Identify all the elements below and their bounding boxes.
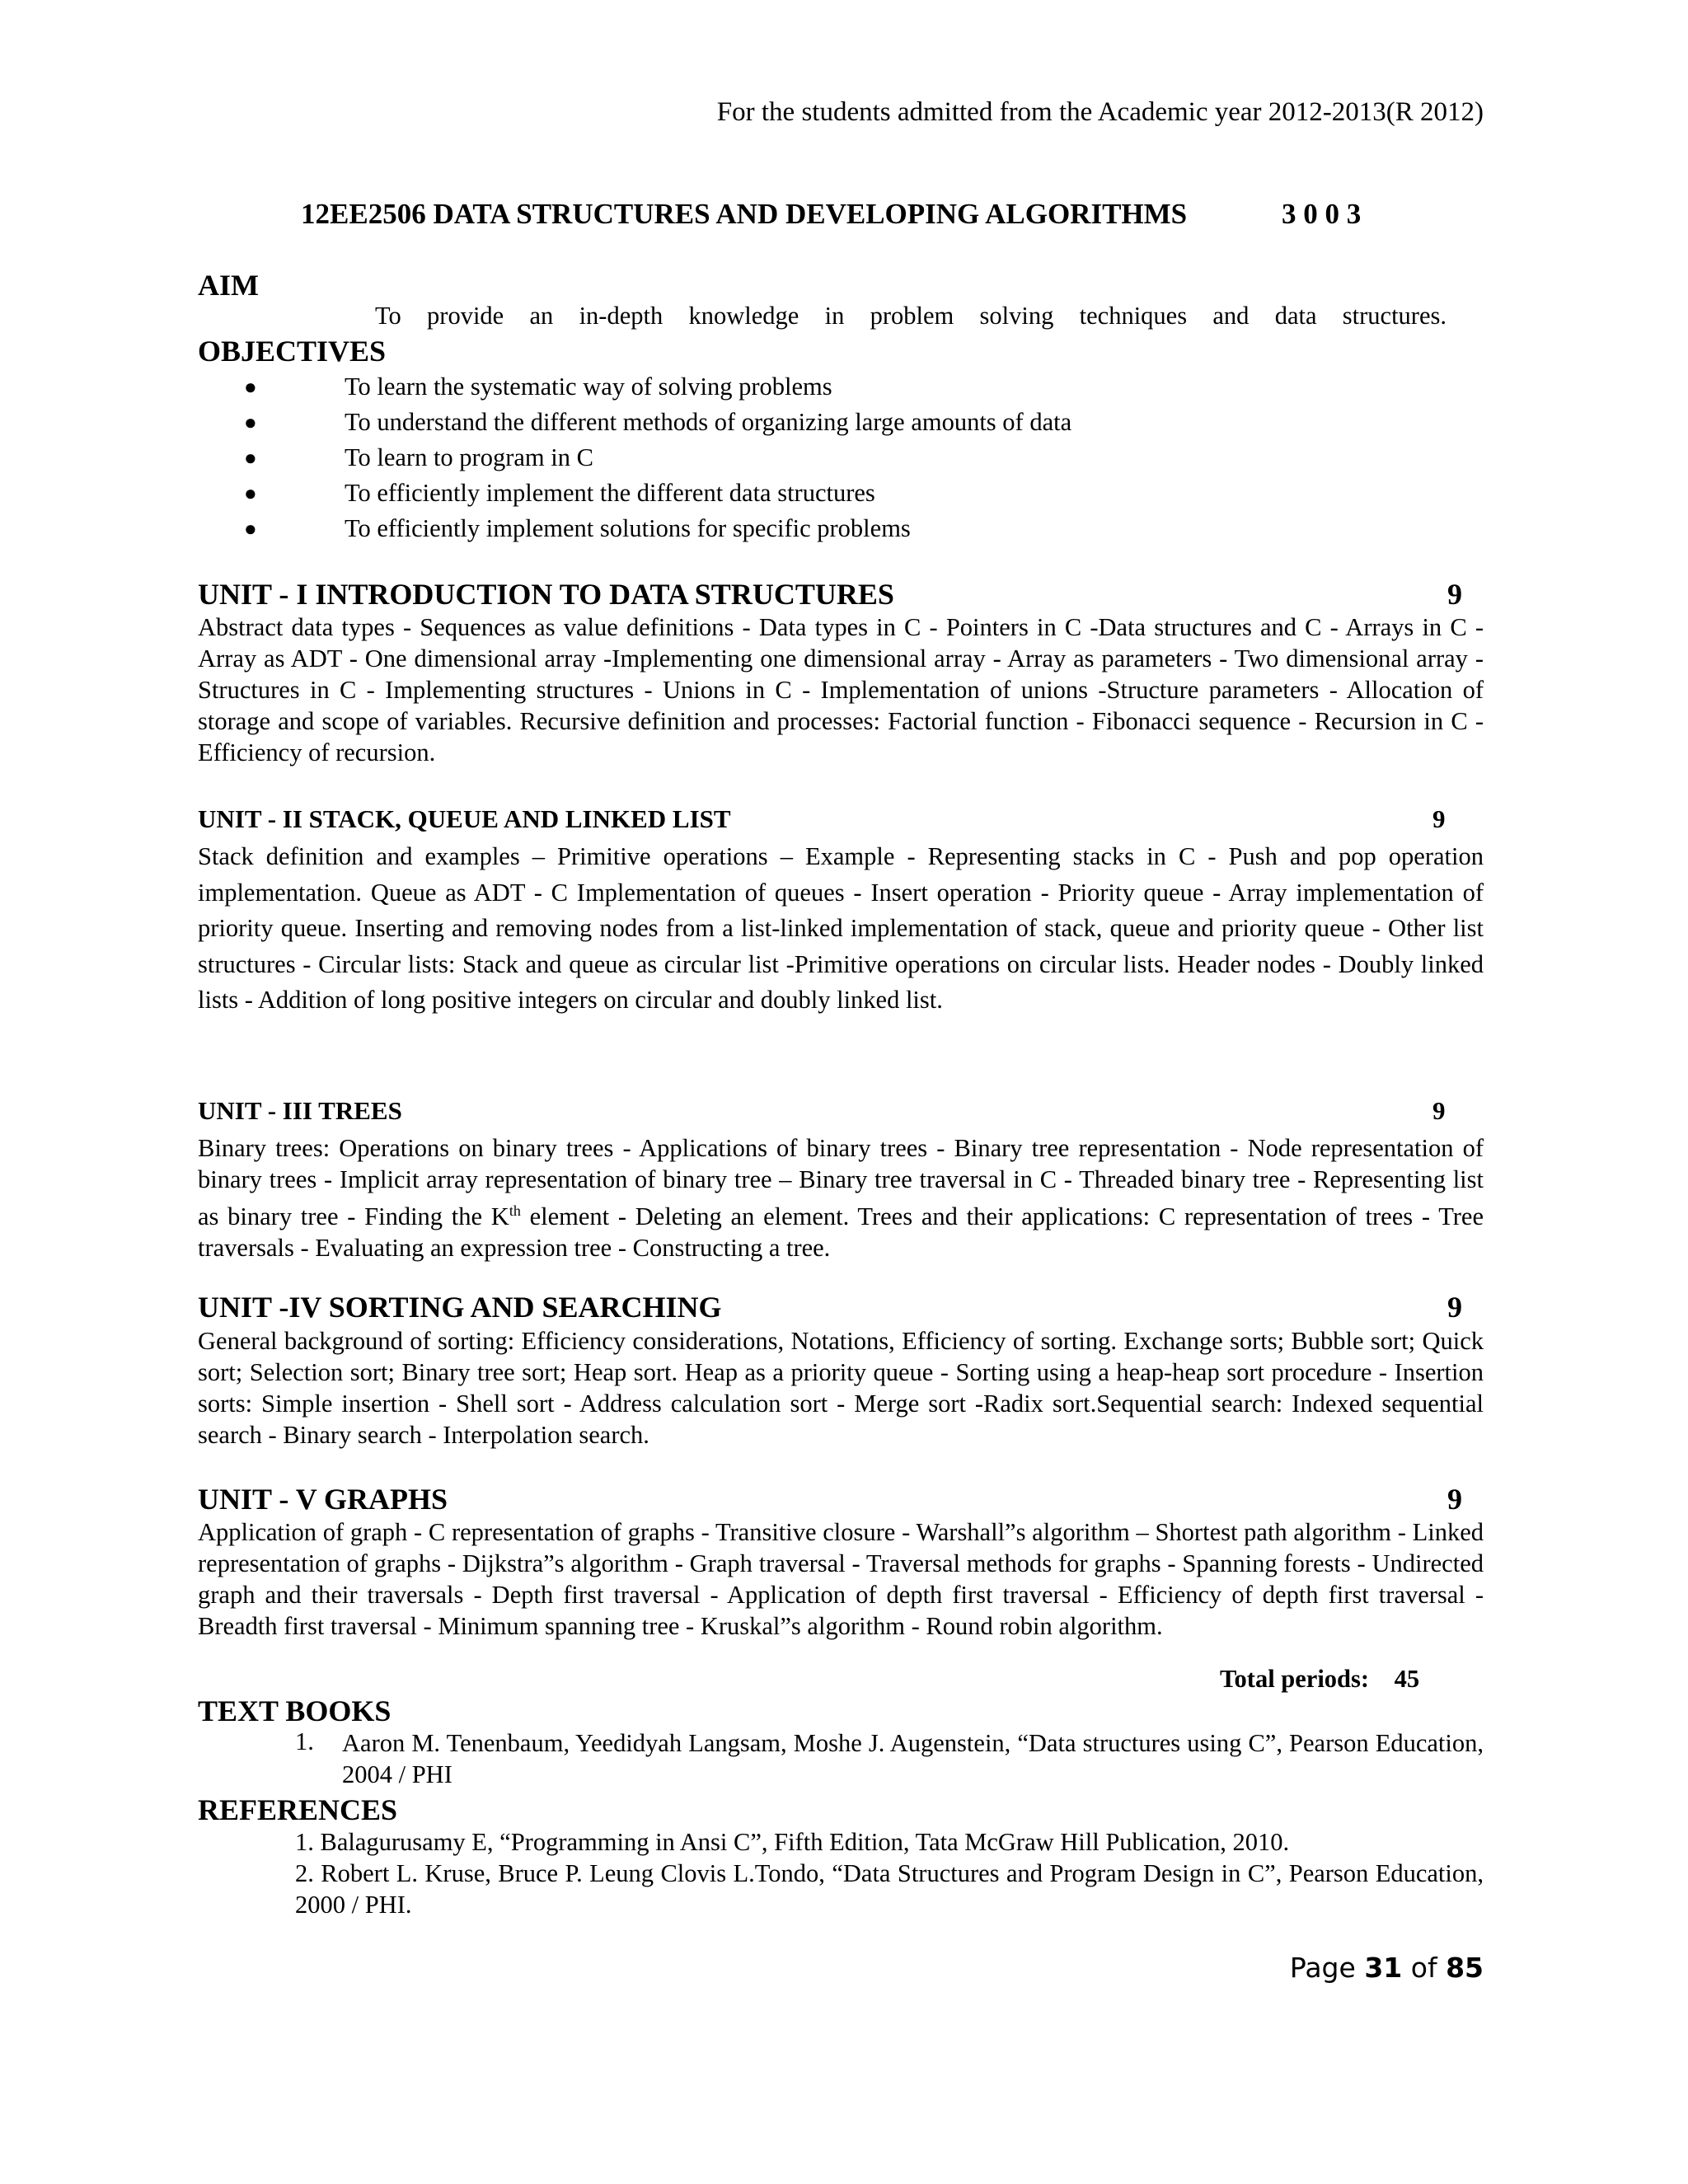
- page-header-note: For the students admitted from the Academic year 2012-2013(R 2012): [716, 97, 1484, 127]
- text-book-number: 1.: [295, 1727, 314, 1755]
- reference-entry-2: 2. Robert L. Kruse, Bruce P. Leung Clovis L.Tondo, “Data Structures and Program Design in C”, Pearson Education, 2000 / PHI.: [295, 1859, 1484, 1919]
- bullet-icon: ●: [244, 517, 257, 541]
- bullet-icon: ●: [244, 375, 257, 399]
- objective-item: [198, 440, 1071, 476]
- objectives-heading: OBJECTIVES: [198, 335, 387, 368]
- bullet-icon: ●: [244, 481, 257, 505]
- unit-2-hours: 9: [1432, 804, 1446, 833]
- unit-2-title: UNIT - II STACK, QUEUE AND LINKED LIST: [198, 804, 731, 833]
- total-periods-label: Total periods:: [1220, 1665, 1370, 1693]
- aim-heading: AIM: [198, 269, 259, 302]
- unit-1-title: UNIT - I INTRODUCTION TO DATA STRUCTURES: [198, 578, 894, 611]
- superscript-th: th: [509, 1202, 521, 1219]
- objective-text: To learn the systematic way of solving problems: [345, 373, 832, 401]
- unit-3-text-part1: Binary trees: Operations on binary trees - Applications of binary trees - Binary tree representation - Node representation of binary trees - Implicit array representation of binary tree – Binary tree traversal in C - Threaded binary tree - Representing list as binary tree - Finding the K: [198, 1134, 1484, 1231]
- objective-text: To learn to program in C: [345, 443, 593, 471]
- unit-4-hours: 9: [1447, 1291, 1462, 1324]
- text-book-entry: Aaron M. Tenenbaum, Yeedidyah Langsam, Moshe J. Augenstein, “Data structures using C”, Pearson Education, 2004 / PHI: [342, 1729, 1484, 1788]
- objective-text: To understand the different methods of organizing large amounts of data: [345, 408, 1072, 436]
- reference-entry-1: 1. Balagurusamy E, “Programming in Ansi C”, Fifth Edition, Tata McGraw Hill Publication, 2010.: [295, 1828, 1290, 1856]
- total-periods: [1220, 1665, 1419, 1694]
- page-of-label: of: [1410, 1952, 1437, 1984]
- course-credits: 3 0 0 3: [1282, 198, 1362, 230]
- objective-item: [198, 511, 1071, 546]
- unit-5-hours: 9: [1447, 1483, 1462, 1516]
- objective-text: To efficiently implement solutions for specific problems: [345, 514, 911, 542]
- unit-3-title: UNIT - III TREES: [198, 1096, 402, 1125]
- unit-5-text: Application of graph - C representation of graphs - Transitive closure - Warshall”s algorithm – Shortest path algorithm - Linked representation of graphs - Dijkstra”s algorithm - Graph traversal - Traversal methods for graphs - Spanning forests - Undirected graph and their traversals - Depth first traversal - Application of depth first traversal - Efficiency of depth first traversal - Breadth first traversal - Minimum spanning tree - Kruskal”s algorithm - Round robin algorithm.: [198, 1518, 1484, 1640]
- unit-2-text: Stack definition and examples – Primitive operations – Example - Representing stacks in C - Push and pop operation implementation. Queue as ADT - C Implementation of queues - Insert operation - Priority queue - Array implementation of priority queue. Inserting and removing nodes from a list-linked implementation of stack, queue and priority queue - Other list structures - Circular lists: Stack and queue as circular list -Primitive operations on circular lists. Header nodes - Doubly linked lists - Addition of long positive integers on circular and doubly linked list.: [198, 842, 1484, 1014]
- unit-4-text: General background of sorting: Efficiency considerations, Notations, Efficiency of sorting. Exchange sorts; Bubble sort; Quick sort; Selection sort; Binary tree sort; Heap sort. Heap as a priority queue - Sorting using a heap-heap sort procedure - Insertion sorts: Simple insertion - Shell sort - Address calculation sort - Merge sort -Radix sort.Sequential search: Indexed sequential search - Binary search - Interpolation search.: [198, 1327, 1484, 1449]
- current-page: 31: [1364, 1952, 1403, 1984]
- objective-item: [198, 476, 1071, 511]
- objective-item: [198, 369, 1071, 405]
- page-number: [1236, 1952, 1484, 1984]
- unit-1-hours: 9: [1447, 578, 1462, 611]
- bullet-icon: ●: [244, 410, 257, 434]
- objectives-list: [198, 369, 1071, 546]
- text-books-heading: TEXT BOOKS: [198, 1694, 392, 1727]
- total-periods-value: 45: [1394, 1665, 1420, 1693]
- unit-4-title: UNIT -IV SORTING AND SEARCHING: [198, 1291, 722, 1324]
- objective-item: [198, 405, 1071, 440]
- aim-text: To provide an in-depth knowledge in problem solving techniques and data structures.: [375, 302, 1447, 330]
- total-pages: 85: [1446, 1952, 1484, 1984]
- references-heading: REFERENCES: [198, 1793, 398, 1826]
- objective-text: To efficiently implement the different data structures: [345, 479, 875, 507]
- unit-3-text: [198, 1132, 1484, 1263]
- course-title: 12EE2506 DATA STRUCTURES AND DEVELOPING ALGORITHMS: [301, 198, 1188, 230]
- unit-3-hours: 9: [1432, 1096, 1446, 1125]
- unit-1-text: Abstract data types - Sequences as value definitions - Data types in C - Pointers in C -Data structures and C - Arrays in C - Array as ADT - One dimensional array -Implementing one dimensional array - Array as parameters - Two dimensional array -Structures in C - Implementing structures - Unions in C - Implementation of unions -Structure parameters - Allocation of storage and scope of variables. Recursive definition and processes: Factorial function - Fibonacci sequence - Recursion in C - Efficiency of recursion.: [198, 613, 1484, 766]
- bullet-icon: ●: [244, 446, 257, 470]
- unit-5-title: UNIT - V GRAPHS: [198, 1483, 448, 1516]
- unit-3-text-part2: element - Deleting an element. Trees and their applications: C representation of trees - Tree traversals - Evaluating an expression tree - Constructing a tree.: [198, 1202, 1484, 1263]
- page-label: Page: [1289, 1952, 1356, 1984]
